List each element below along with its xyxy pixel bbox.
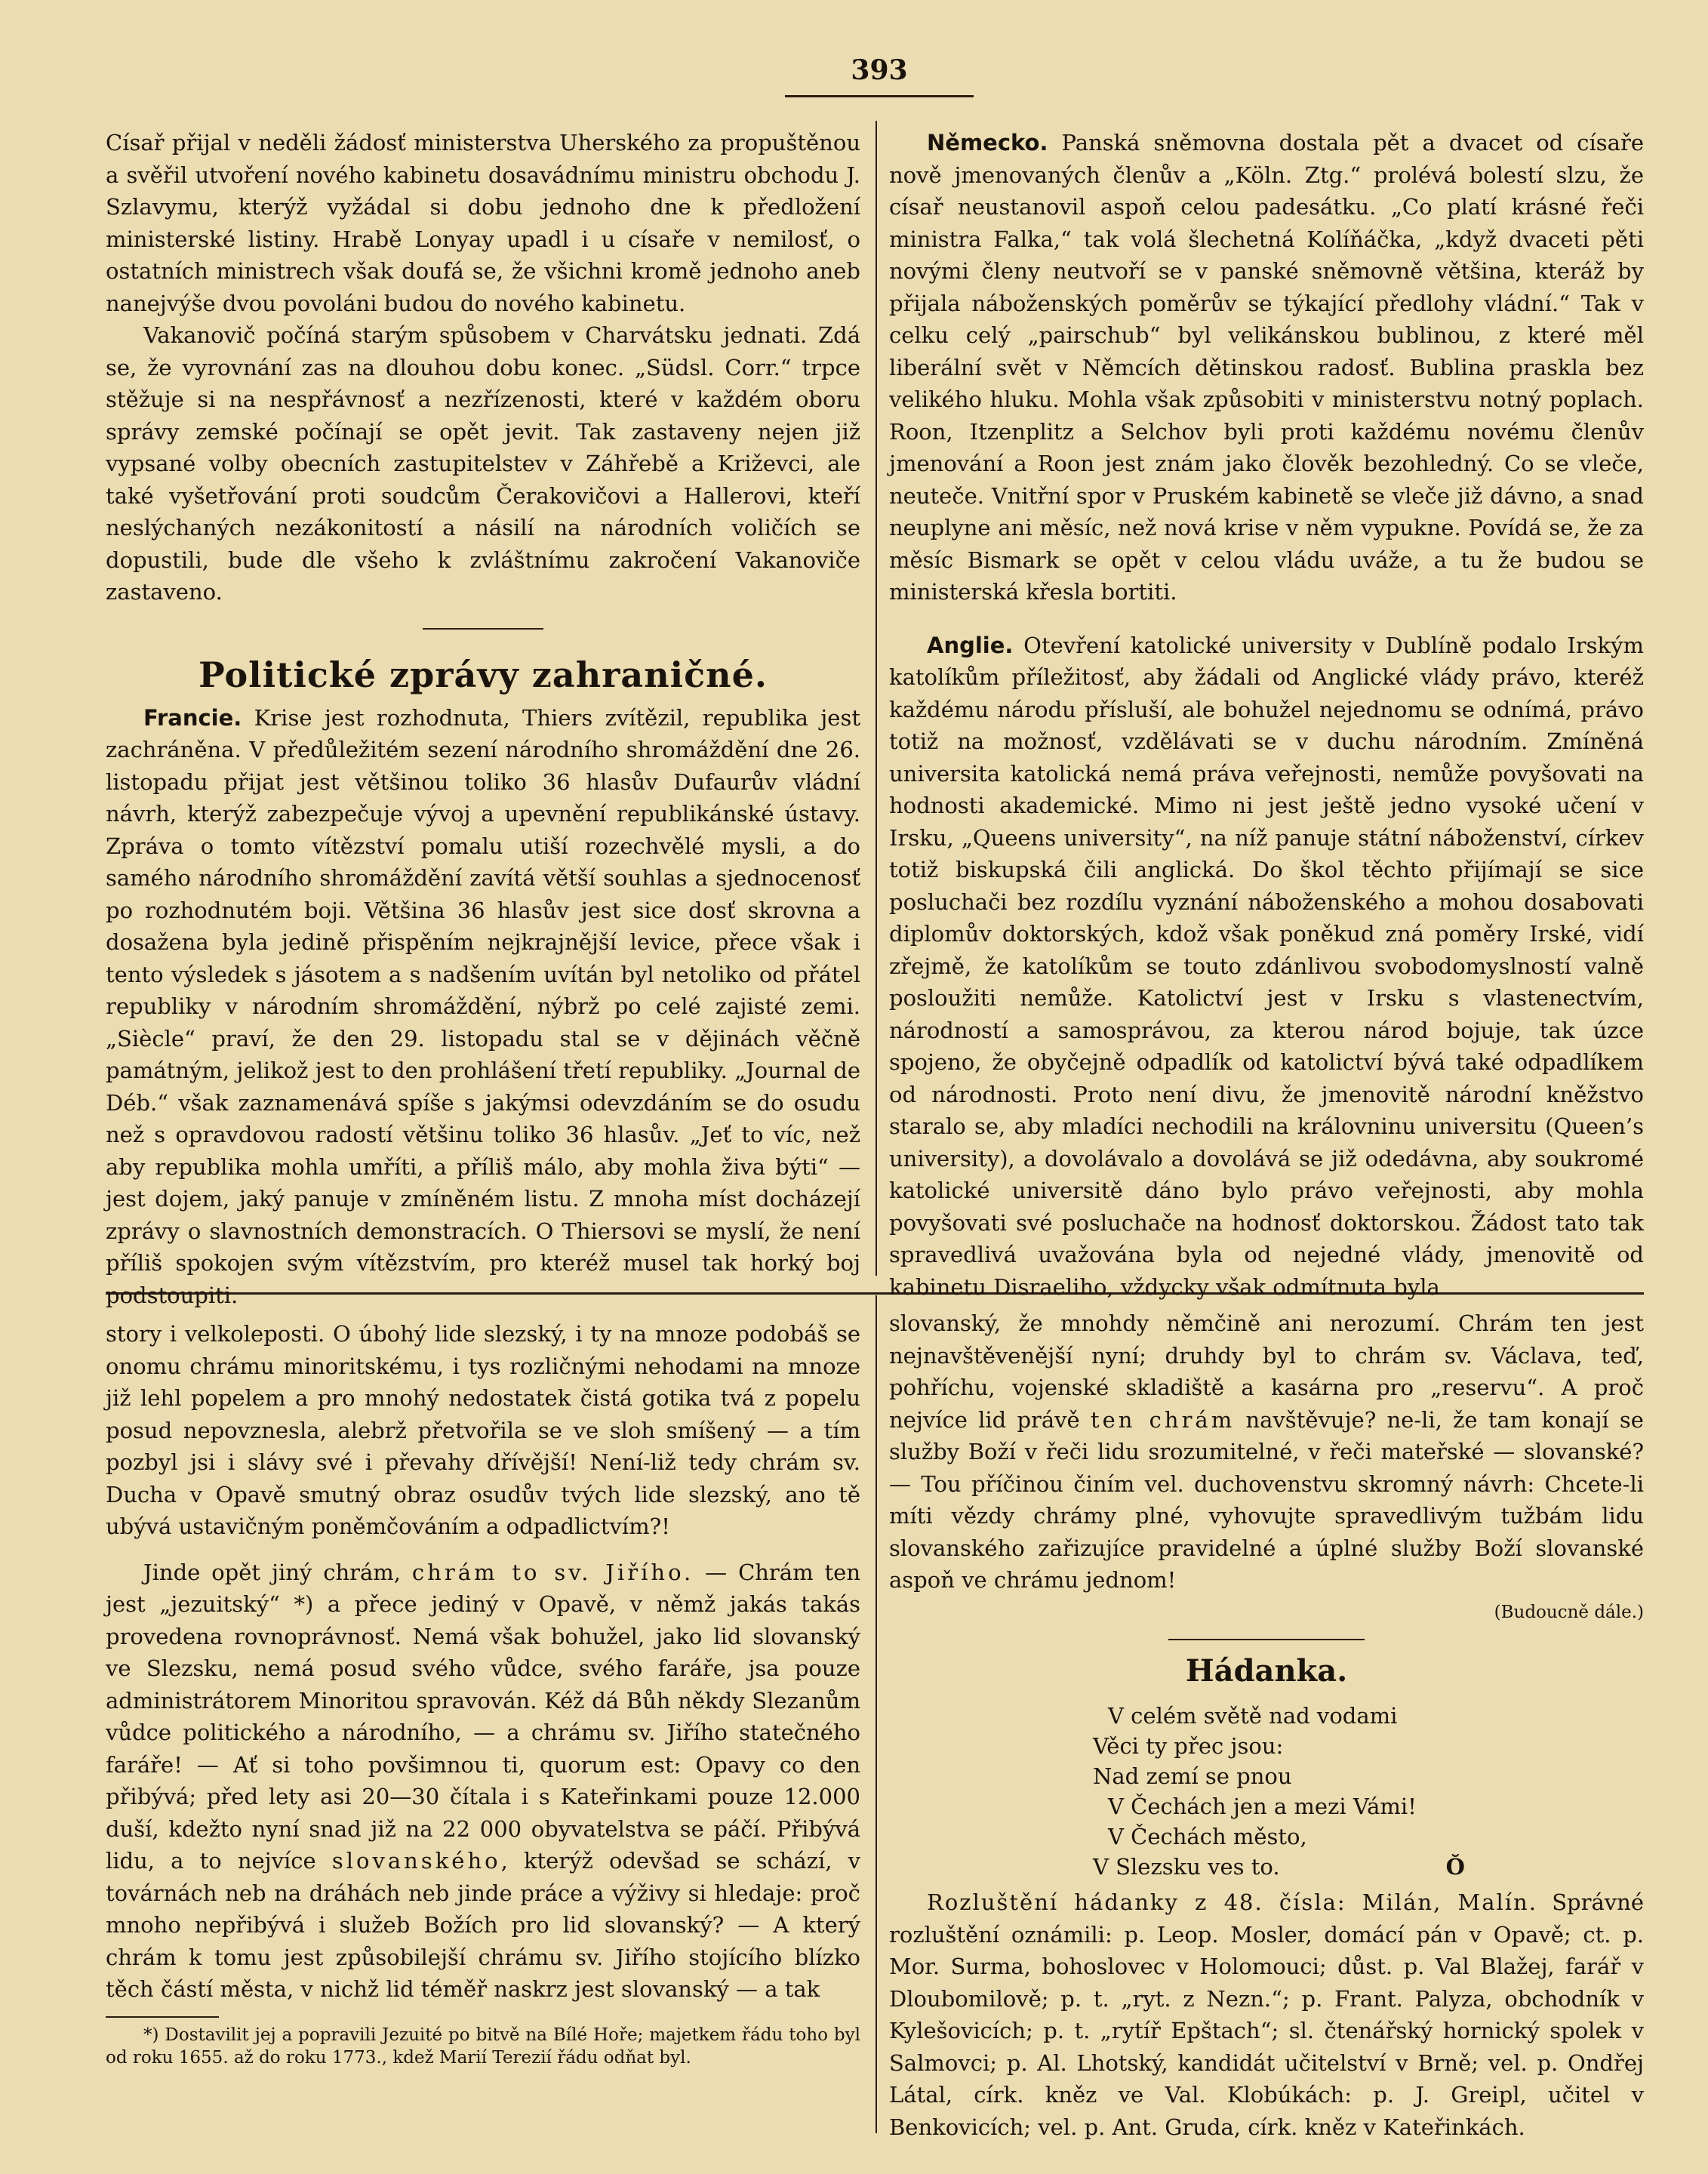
article-text: Panská sněmovna dostala pět a dvacet od císaře nově jmenovaných členův a „Köln. Ztg.“ prolévá bolestí slzu, že císař neustanovil aspoň celou padesátku. „Co platí krásné řeči ministra Falka,“ tak volá šlechetná Kolíňáčka, „když dvaceti pěti novými členy neutvoří se v panské sněmovně většina, kteráž by přijala náboženských poměrův se týkající předlohy vládní.“ Tak v celku celý „pairschub“ byl velikánskou bublinou, z které měl liberální svět v Němcích dětinskou radosť. Bublina praskla bez velikého hluku. Mohla však způsobiti v ministerstvu notný poplach. Roon, Itzenplitz a Selchov byli proti každému novému členův jmenování a Roon jest znám jako člověk bezohledný. Co se vleče, neuteče. Vnitřní spor v Pruském kabinetě se vleče již dávno, a snad neuplyne ani měsíc, než nová krise v něm vypukne. Povídá se, že za měsíc Bismark se opět v celou vládu uváže, a tu že budou se ministerská křesla bortiti. xyxy=(889,130,1644,605)
article-paragraph xyxy=(889,630,1644,1304)
article-text: navštěvuje? ne-li, že tam konají se služby Boží v řeči lidu srozumitelné, v řeči mateřské — slovanské? — Tou příčinou činím vel. duchovenstvu skromný návrh: Chcete-li míti vězdy chrámy plné, vyhovujte spravedlivým tužbám lidu slovanského zařizujíce pravidelné a úplné služby Boží slovanské aspoň ve chrámu jednom! xyxy=(889,1406,1644,1593)
article-paragraph xyxy=(106,1557,860,2006)
column-divider-bottom xyxy=(876,1295,877,2133)
article-text: slovanský, že mnohdy němčině ani nerozumí. Chrám ten jest nejnavštěvenější nyní; druhdy byl to chrám sv. Václava, teď, pohříchu, vojenské skladiště a kasárna pro „reservu“. A proč nejvíce lid právě xyxy=(889,1310,1644,1433)
page-number: 393 xyxy=(851,54,908,86)
column-bottom-left xyxy=(106,1318,860,2069)
article-text: Jinde opět jiný chrám, xyxy=(143,1559,412,1585)
continuation-note: (Budoucně dále.) xyxy=(1494,1602,1644,1622)
riddle-line xyxy=(1093,1852,1644,1882)
spaced-text: ten chrám xyxy=(1090,1406,1236,1433)
country-heading: Německo. xyxy=(927,130,1048,156)
riddle-line: V Čechách město, xyxy=(1108,1824,1307,1849)
riddle-verse xyxy=(1093,1701,1644,1882)
spaced-text: slovanského xyxy=(331,1848,501,1874)
country-heading: Anglie. xyxy=(927,632,1014,658)
riddle-divider xyxy=(1168,1639,1365,1640)
riddle-line-text: V Slezsku ves to. xyxy=(1093,1854,1280,1880)
section-divider xyxy=(423,628,543,630)
solution-text: Správné rozluštění oznámili: p. Leop. Mosler, domácí pán v Opavě; ct. p. Mor. Surma, bohoslovec v Holomouci; důst. p. Val Blažej, farář v Dloubomilově; p. t. „ryt. z Nezn.“; p. Frant. Palyza, obchodník v Kylešovicích; p. t. „rytíř Epštach“; sl. čtenářský hornický spolek v Salmovci; p. Al. Lhotský, kandidát učitelství v Brně; vel. p. Ondřej Látal, círk. kněz ve Val. Klobúkách: p. J. Greipl, učitel v Benkovicích; vel. p. Ant. Gruda, círk. kněz v Kateřinkách. xyxy=(889,1889,1644,2140)
article-paragraph: Císař přijal v neděli žádosť ministerstva Uherského za propuštěnou a svěřil utvoření nového kabinetu dosavádnímu ministru obchodu J. Szlavymu, kterýž vyžádal si dobu jednoho dne k předložení ministerské listiny. Hrabě Lonyay upadl i u císaře v nemilosť, o ostatních ministrech však doufá se, že všichni kromě jednoho aneb nanejvýše dvou povoláni budou do nového kabinetu. xyxy=(106,130,860,316)
riddle-line: Nad zemí se pnou xyxy=(1093,1763,1292,1789)
article-text: — Chrám ten jest „jezuitský“ *) a přece jediný v Opavě, v němž jakás takás provedena rovnoprávnosť. Nemá však bohužel, jako lid slovanský ve Slezsku, nemá posud svého vůdce, svého faráře, jsa pouze administrátorem Minoritou spravován. Kéž dá Bůh někdy Slezanům vůdce politického a národního, — a chrámu sv. Jiřího statečného faráře! — Ať si toho povšimnou ti, quorum est: Opavy co den přibývá; před lety asi 20—30 čítala i s Kateřinkami pouze 12.000 duší, kdežto nyní snad již na 22 000 obyvatelstva se páčí. Přibývá lidu, a to nejvíce xyxy=(106,1559,860,1874)
riddle-line: V celém světě nad vodami xyxy=(1108,1703,1398,1729)
riddle-title: Hádanka. xyxy=(1185,1653,1348,1689)
riddle-line: Věci ty přec jsou: xyxy=(1093,1733,1284,1759)
article-paragraph: story i velkoleposti. O úbohý lide slezský, i ty na mnoze podobáš se onomu chrámu minoritskému, i tys rozličnými nehodami na mnoze již lehl popelem a pro mnohý nedostatek čistá gotika tvá z popelu posud nepovznesla, alebrž přetvořila se ve sloh smíšený — a tím pozbyl jsi i slávy své i převahy dřívější! Není-liž tedy chrám sv. Ducha v Opavě smutný obraz osudův tvých lide slezský, ano tě ubývá ustavičným poněmčováním a odpadlictvím?! xyxy=(106,1321,860,1539)
column-top-right xyxy=(889,127,1644,1303)
column-bottom-right xyxy=(889,1307,1644,2143)
footnote-divider xyxy=(106,2016,219,2018)
solution-lead: Rozluštění hádanky z 48. čísla: Milán, Malín. xyxy=(927,1889,1537,1915)
article-paragraph: Vakanovič počíná starým spůsobem v Charvátsku jednati. Zdá se, že vyrovnání zas na dlouhou dobu konec. „Südsl. Corr.“ trpce stěžuje si na nespřávnosť a nezřízenosti, které v každém oboru správy zemské počínají se opět jevit. Tak zastaveny nejen již vypsané volby obecních zastupitelstev v Záhřebě a Križevci, ale také vyšetřování proti soudcům Čerakovičovi a Hallerovi, kteří neslýchaných nezákonitostí a násilí na národních voličích se dopustili, bude dle všeho k zvláštnímu zakročení Vakanoviče zastaveno. xyxy=(106,322,860,605)
spaced-text: chrám to sv. Jiřího. xyxy=(411,1559,694,1585)
article-paragraph xyxy=(889,1307,1644,1597)
article-text: Otevření katolické university v Dublíně podalo Irským katolíkům příležitosť, aby žádali od Anglické vlády právo, kteréž každému národu přísluší, ale bohužel nejednomu se odnímá, právo totiž na možnosť, vzdělávati se v duchu národním. Zmíněná universita katolická nemá práva veřejnosti, nemůže povyšovati na hodnosti akademické. Mimo ni jest ještě jedno vysoké učení v Irsku, „Queens university“, na níž panuje státní náboženství, církev totiž biskupská čili anglická. Do škol těchto přijímají se sice posluchači bez rozdílu vyznání náboženského a mohou dosabovati diplomův doktorských, kdož však poněkud zná poměry Irské, vidí zřejmě, že katolíkům se touto zdánlivou svobodomyslností valně posloužiti nemůže. Katolictví jest v Irsku s vlastenectvím, národností a samosprávou, za kterou národ bojuje, tak úzce spojeno, že obyčejně odpadlík od katolictví bývá také odpadlíkem od národnosti. Proto není divu, že jmenovitě národní kněžstvo staralo se, aby mladíci nechodili na královninu universitu (Queen’s university), a dovolávalo a dovolává se již odedávna, aby soukromé katolické universitě dáno bylo právo veřejnosti, aby mohla povyšovati své posluchače na hodnosť doktorskou. Žádost tato tak spravedlivá uvažována byla od nejedné vlády, jmenovitě od kabinetu Disraeliho, vždycky však odmítnuta byla xyxy=(889,632,1644,1300)
section-title: Politické zprávy zahraničné. xyxy=(198,654,768,695)
footnote: *) Dostavilit jej a popravili Jezuité po bitvě na Bílé Hoře; majetkem řádu toho byl od roku 1655. až do roku 1773., kdež Marií Terezií řádu odňat byl. xyxy=(106,2025,860,2068)
article-text: Krise jest rozhodnuta, Thiers zvítězil, republika jest zachráněna. V předůležitém sezení národního shromáždění dne 26. listopadu přijat jest většinou toliko 36 hlasův Dufaurův vládní návrh, kterýž zabezpečuje vývoj a upevnění republikánské ústavy. Zpráva o tomto vítězství pomalu utiší rozechvělé mysli, a do samého národního shromáždění zavítá větší souhlas a sjednocenosť po rozhodnutém boji. Většina 36 hlasův jest sice dosť skrovna a dosažena byla jedině přispěním nejkrajnější levice, přece však i tento výsledek s jásotem a s nadšením uvítán byl netoliko od přátel republiky v národním shromáždění, nýbrž po celé zajisté zemi. „Siècle“ praví, že den 29. listopadu stal se v dějinách věčně památným, jelikož jest to den prohlášení třetí republiky. „Journal de Déb.“ však zaznamenává spíše s jakýmsi odevzdáním se do osudu než s opravdovou radostí většinu toliko 36 hlasův. „Jeť to víc, než aby republika mohla umříti, a příliš málo, aby mohla živa býti“ — jest dojem, jaký panuje v zmíněném listu. Z mnoha míst docházejí zprávy o slavnostních demonstracích. O Thiersovi se myslí, že není příliš spokojen svým vítězstvím, pro kteréž musel tak horký boj podstoupiti. xyxy=(106,704,860,1308)
column-top-left xyxy=(106,127,860,1311)
article-text: , kterýž odevšad se schází, v továrnách neb na dráhách neb jinde práce a výživy si hledaje: proč mnoho nepřibývá i služeb Božích pro lid slovanský? — A který chrám k tomu jest způsobilejší chrámu sv. Jiřího stojícího blízko těch částí města, v nichž lid téměř naskrz jest slovanský — a tak xyxy=(106,1848,860,2002)
country-heading: Francie. xyxy=(143,704,242,731)
riddle-solution xyxy=(889,1886,1644,2143)
riddle-signature: Ŏ xyxy=(1445,1854,1465,1880)
page-number-rule xyxy=(785,95,974,97)
riddle-line: V Čechách jen a mezi Vámi! xyxy=(1108,1794,1417,1819)
article-paragraph xyxy=(106,702,860,1312)
column-divider-top xyxy=(876,121,877,1276)
article-paragraph xyxy=(889,127,1644,608)
